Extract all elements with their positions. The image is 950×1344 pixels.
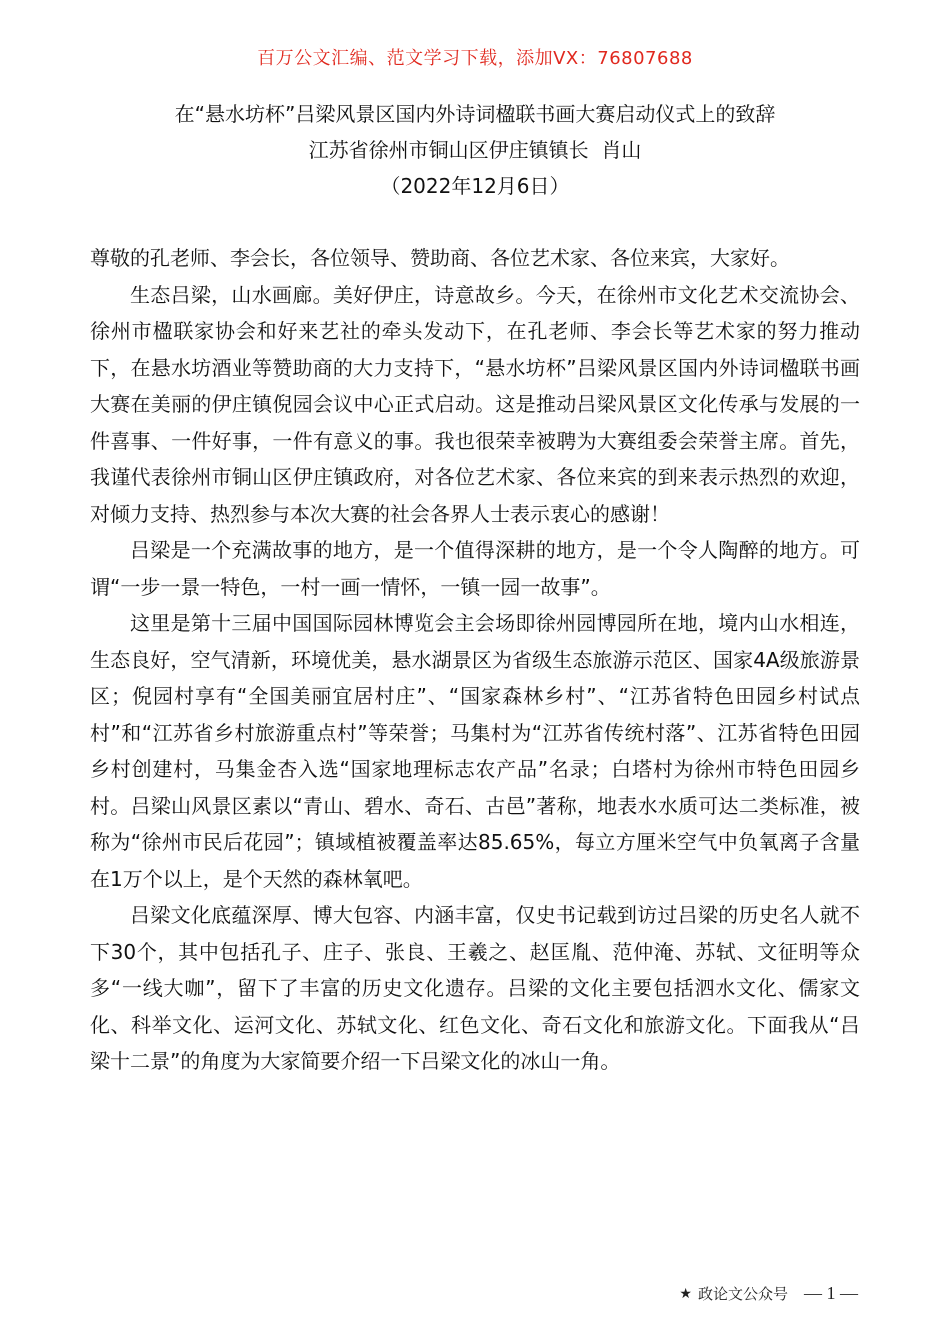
star-icon: ★ xyxy=(679,1285,692,1302)
body-paragraph: 生态吕梁，山水画廊。美好伊庄，诗意故乡。今天，在徐州市文化艺术交流协会、徐州市楹联家协会和好来艺社的牵头发动下，在孔老师、李会长等艺术家的努力推动下，在悬水坊酒业等赞助商的大力支持下，“悬水坊杯”吕梁风景区国内外诗词楹联书画大赛在美丽的伊庄镇倪园会议中心正式启动。这是推动吕梁风景区文化传承与发展的一件喜事、一件好事，一件有意义的事。我也很荣幸被聘为大赛组委会荣誉主席。首先，我谨代表徐州市铜山区伊庄镇政府，对各位艺术家、各位来宾的到来表示热烈的欢迎，对倾力支持、热烈参与本次大赛的社会各界人士表示衷心的感谢！ xyxy=(90,282,860,526)
document-title: 在“悬水坊杯”吕梁风景区国内外诗词楹联书画大赛启动仪式上的致辞 xyxy=(174,102,776,126)
speech-date: （2022年12月6日） xyxy=(380,174,570,198)
salutation-paragraph: 尊敬的孔老师、李会长，各位领导、赞助商、各位艺术家、各位来宾，大家好。 xyxy=(90,246,790,270)
title-block xyxy=(0,96,950,204)
page-footer xyxy=(679,1283,858,1304)
body-paragraph: 吕梁文化底蕴深厚、博大包容、内涵丰富，仅史书记载到访过吕梁的历史名人就不下30个，其中包括孔子、庄子、张良、王羲之、赵匡胤、范仲淹、苏轼、文征明等众多“一线大咖”，留下了丰富的历史文化遗存。吕梁的文化主要包括泗水文化、儒家文化、科举文化、运河文化、苏轼文化、红色文化、奇石文化和旅游文化。下面我从“吕梁十二景”的角度为大家简要介绍一下吕梁文化的冰山一角。 xyxy=(90,903,860,1073)
body-paragraph: 这里是第十三届中国国际园林博览会主会场即徐州园博园所在地，境内山水相连，生态良好，空气清新，环境优美，悬水湖景区为省级生态旅游示范区、国家4A级旅游景区；倪园村享有“全国美丽宜居村庄”、“国家森林乡村”、“江苏省特色田园乡村试点村”和“江苏省乡村旅游重点村”等荣誉；马集村为“江苏省传统村落”、江苏省特色田园乡村创建村，马集金杏入选“国家地理标志农产品”名录；白塔村为徐州市特色田园乡村。吕梁山风景区素以“青山、碧水、奇石、古邑”著称，地表水水质可达二类标准，被称为“徐州市民后花园”；镇域植被覆盖率达85.65%，每立方厘米空气中负氧离子含量在1万个以上，是个天然的森林氧吧。 xyxy=(90,611,860,891)
speaker-line: 江苏省徐州市铜山区伊庄镇镇长 肖山 xyxy=(308,138,642,162)
body-text xyxy=(90,240,860,1080)
footer-source: 政论文公众号 xyxy=(697,1285,788,1303)
page-number: — 1 — xyxy=(804,1283,858,1303)
body-paragraph: 吕梁是一个充满故事的地方，是一个值得深耕的地方，是一个令人陶醉的地方。可谓“一步一景一特色，一村一画一情怀，一镇一园一故事”。 xyxy=(90,538,860,599)
header-banner: 百万公文汇编、范文学习下载，添加VX：76807688 xyxy=(257,48,693,69)
